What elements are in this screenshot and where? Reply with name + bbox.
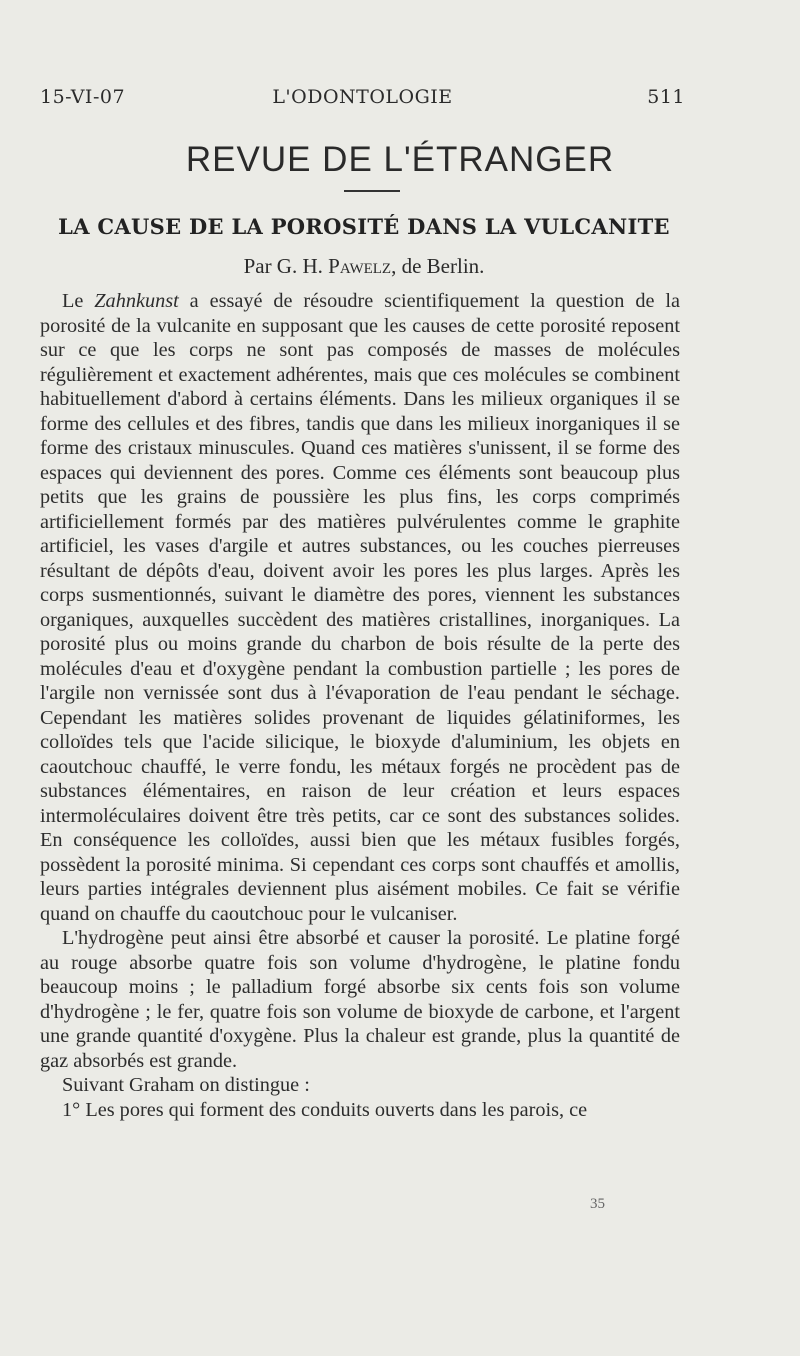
article-byline: [40, 254, 688, 279]
byline-suffix: , de Berlin.: [391, 254, 485, 278]
title-divider: [344, 190, 400, 192]
paragraph-1-text: a essayé de résoudre scientifiquement la question de la porosité de la vulcanite en supposant que les causes de cette porosité reposent sur ce que les corps ne sont pas composés de masses de molécules régulièrement et exactement adhérentes, mais que ces molécules se combinent habituellement d'abord à certains éléments. Dans les milieux organiques il se forme des cellules et des fibres, tandis que dans les milieux inorganiques il se forme des cristaux minuscules. Quand ces matières s'unissent, il se forme des espaces qui deviennent des pores. Comme ces éléments sont beaucoup plus petits que les grains de poussière les plus fins, les corps comprimés artificiellement formés par des matières pulvérulentes comme le graphite artificiel, les vases d'argile et autres substances, ou les couches pierreuses résultant de dépôts d'eau, doivent avoir les pores les plus larges. Après les corps susmentionnés, suivant le diamètre des pores, viennent les substances organiques, auxquelles succèdent des matières cristallines, inorganiques. La porosité plus ou moins grande du charbon de bois résulte de la perte des molécules d'eau et d'oxygène pendant la combustion partielle ; les pores de l'argile non vernissée sont dus à l'évaporation de l'eau pendant le séchage. Cependant les matières solides provenant de liquides gélatiniformes, les colloïdes tels que l'acide silicique, le bioxyde d'aluminium, les objets en caoutchouc chauffé, le verre fondu, les métaux forgés ne procèdent pas de substances élémentaires, en raison de leur création et leurs espaces intermoléculaires doivent être très petits, car ce sont des substances solides. En conséquence les colloïdes, aussi bien que les métaux fusibles forgés, possèdent la porosité minima. Si cependant ces corps sont chauffés et amollis, leurs parties intégrales deviennent plus aisément mobiles. Ce fait se vérifie quand on chauffe du caoutchouc pour le vulcaniser.: [40, 290, 680, 925]
paragraph-2: L'hydrogène peut ainsi être absorbé et causer la porosité. Le platine forgé au rouge absorbe quatre fois son volume d'hydrogène, le platine fondu beaucoup moins ; le palladium forgé absorbe six cents fois son volume d'hydrogène ; le fer, quatre fois son volume de bioxyde de carbone, et l'argent une grande quantité d'oxygène. Plus la chaleur est grande, plus la quantité de gaz absorbés est grande.: [40, 927, 680, 1072]
journal-name: Zahnkunst: [94, 290, 179, 312]
header-journal-name: L'ODONTOLOGIE: [272, 86, 453, 108]
section-title: REVUE DE L'ÉTRANGER: [185, 140, 615, 179]
paragraph-1-lead: Le: [62, 290, 95, 312]
byline-prefix: Par G. H.: [243, 254, 329, 278]
signature-mark: 35: [590, 1196, 605, 1212]
paragraph-1: [40, 289, 680, 926]
article-body: [40, 289, 680, 1122]
header-date: 15-VI-07: [40, 86, 126, 108]
article-title: LA CAUSE DE LA POROSITÉ DANS LA VULCANITE: [58, 214, 670, 239]
header-page-number: 511: [647, 86, 685, 108]
byline-author: Pawelz: [328, 254, 392, 278]
paragraph-4: 1° Les pores qui forment des conduits ouverts dans les parois, ce: [62, 1098, 588, 1121]
paragraph-3: Suivant Graham on distingue :: [62, 1074, 310, 1096]
running-header: [40, 86, 685, 116]
